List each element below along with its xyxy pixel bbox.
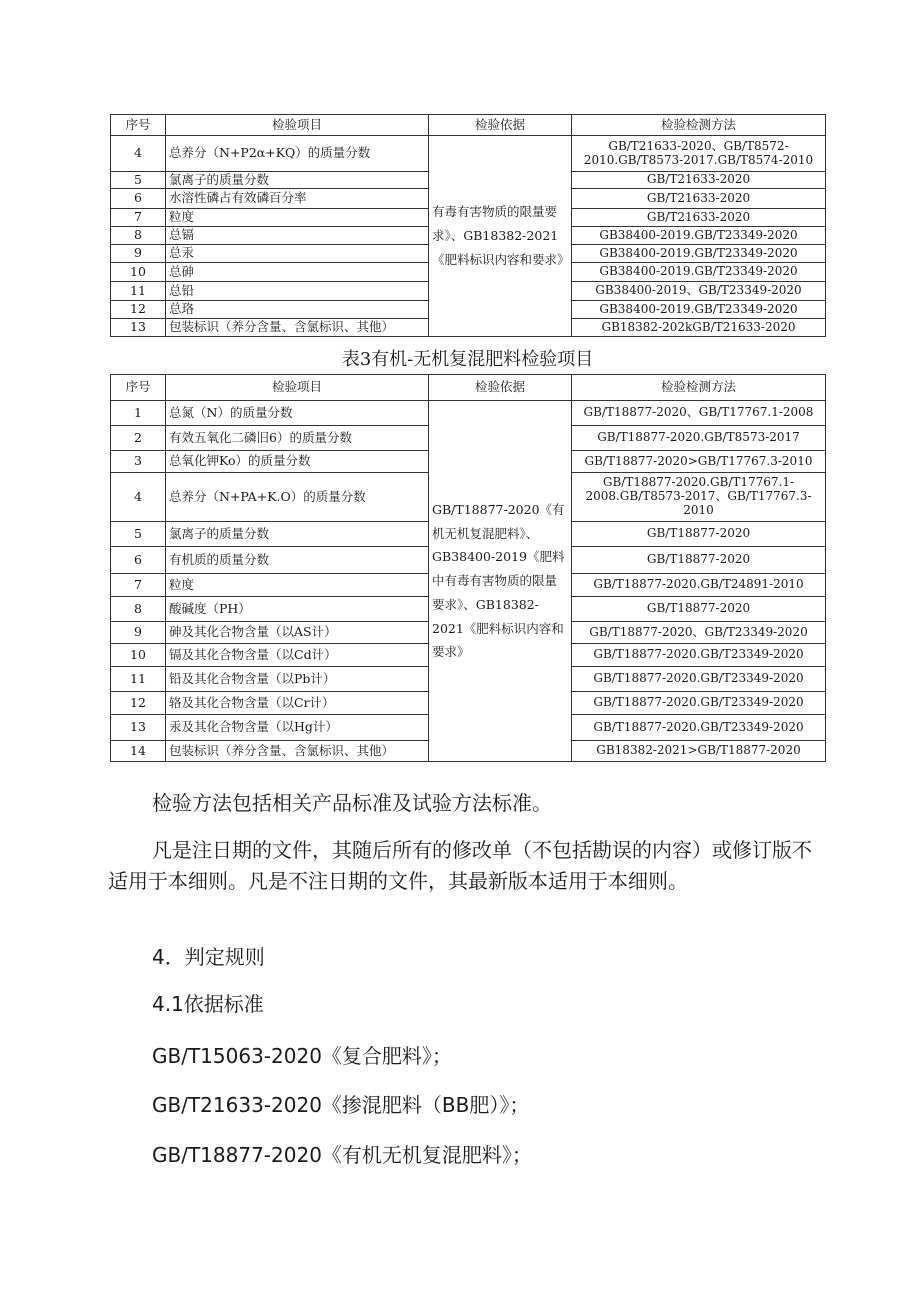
test-method: GB18382-2021>GB/T18877-2020 [572, 741, 826, 762]
test-method: GB/T18877-2020、GB/T23349-2020 [572, 622, 826, 644]
inspection-item: 有效五氧化二磷旧6）的质量分数 [166, 426, 429, 451]
test-method: GB/T18877-2020.GB/T23349-2020 [572, 692, 826, 715]
col-header-method: 检验检测方法 [572, 115, 826, 136]
row-number: 4 [111, 136, 166, 172]
col-header-method: 检验检测方法 [572, 375, 826, 401]
inspection-item: 镉及其化合物含量（以Cd计） [166, 644, 429, 667]
test-method: GB38400-2019.GB/T23349-2020 [572, 263, 826, 282]
standard-reference: GB/T15063-2020《复合肥料》； [152, 1044, 452, 1068]
test-method: GB/T18877-2020.GB/T23349-2020 [572, 667, 826, 692]
test-method: GB/T18877-2020.GB/T8573-2017 [572, 426, 826, 451]
row-number: 9 [111, 622, 166, 644]
standard-reference: GB/T21633-2020《掺混肥料（BB肥）》； [152, 1093, 530, 1117]
inspection-item: 总镉 [166, 227, 429, 245]
row-number: 7 [111, 209, 166, 227]
inspection-item: 酸碱度（PH） [166, 597, 429, 622]
row-number: 9 [111, 245, 166, 263]
inspection-item: 总养分（N+P2α+KQ）的质量分数 [166, 136, 429, 172]
inspection-item: 总砷 [166, 263, 429, 282]
inspection-item: 包装标识（养分含量、含氯标识、其他） [166, 741, 429, 762]
row-number: 4 [111, 473, 166, 522]
inspection-item: 氯离子的质量分数 [166, 172, 429, 189]
row-number: 11 [111, 282, 166, 301]
paragraph-methods: 检验方法包括相关产品标准及试验方法标准。 [152, 791, 552, 815]
row-number: 6 [111, 189, 166, 209]
test-method: GB38400-2019.GB/T23349-2020 [572, 301, 826, 319]
row-number: 13 [111, 319, 166, 337]
test-method: GB/T21633-2020 [572, 189, 826, 209]
inspection-item: 氯离子的质量分数 [166, 522, 429, 547]
inspection-item: 铅及其化合物含量（以Pb计） [166, 667, 429, 692]
paragraph-dated-documents: 凡是注日期的文件，其随后所有的修改单（不包括勘误的内容）或修订版不适用于本细则。凡是不注日期的文件，其最新版本适用于本细则。 [108, 838, 812, 893]
row-number: 5 [111, 172, 166, 189]
section-heading-4-1: 4.1依据标准 [152, 992, 264, 1016]
row-number: 13 [111, 715, 166, 741]
test-method: GB/T18877-2020.GB/T23349-2020 [572, 644, 826, 667]
inspection-item: 粒度 [166, 209, 429, 227]
table-1 [110, 114, 826, 337]
test-method: GB/T18877-2020、GB/T17767.1-2008 [572, 401, 826, 426]
inspection-item: 汞及其化合物含量（以Hg计） [166, 715, 429, 741]
inspection-item: 总铅 [166, 282, 429, 301]
row-number: 11 [111, 667, 166, 692]
test-method: GB/T18877-2020 [572, 547, 826, 574]
row-number: 12 [111, 692, 166, 715]
row-number: 10 [111, 644, 166, 667]
row-number: 14 [111, 741, 166, 762]
col-header-item: 检验项目 [166, 375, 429, 401]
table-row [111, 136, 826, 172]
section-heading-4: 4．判定规则 [152, 945, 265, 969]
test-method: GB/T18877-2020 [572, 597, 826, 622]
test-method: GB18382-202kGB/T21633-2020 [572, 319, 826, 337]
col-header-no: 序号 [111, 115, 166, 136]
table-2 [110, 374, 826, 762]
inspection-item: 砷及其化合物含量（以AS计） [166, 622, 429, 644]
row-number: 6 [111, 547, 166, 574]
inspection-item: 总汞 [166, 245, 429, 263]
inspection-item: 总氮（N）的质量分数 [166, 401, 429, 426]
inspection-item: 辂及其化合物含量（以Cr计） [166, 692, 429, 715]
table-caption: 表3有机-无机复混肥料检验项目 [341, 349, 594, 370]
col-header-item: 检验项目 [166, 115, 429, 136]
row-number: 8 [111, 597, 166, 622]
row-number: 3 [111, 451, 166, 473]
standard-reference: GB/T18877-2020《有机无机复混肥料》； [152, 1143, 532, 1167]
row-number: 1 [111, 401, 166, 426]
test-method: GB/T18877-2020>GB/T17767.3-2010 [572, 451, 826, 473]
test-method: GB38400-2019.GB/T23349-2020 [572, 227, 826, 245]
row-number: 10 [111, 263, 166, 282]
test-method: GB38400-2019、GB/T23349-2020 [572, 282, 826, 301]
inspection-item: 总养分（N+PA+K.O）的质量分数 [166, 473, 429, 522]
inspection-item: 粒度 [166, 574, 429, 597]
test-method: GB38400-2019.GB/T23349-2020 [572, 245, 826, 263]
inspection-basis: GB/T18877-2020《有机无机复混肥料》、GB38400-2019《肥料中有毒有害物质的限量要求》、GB18382-2021《肥料标识内容和要求》 [429, 401, 572, 762]
col-header-no: 序号 [111, 375, 166, 401]
test-method: GB/T21633-2020、GB/T8572-2010.GB/T8573-2017.GB/T8574-2010 [572, 136, 826, 172]
row-number: 12 [111, 301, 166, 319]
test-method: GB/T18877-2020.GB/T17767.1-2008.GB/T8573-2017、GB/T17767.3-2010 [572, 473, 826, 522]
col-header-basis: 检验依据 [429, 375, 572, 401]
inspection-item: 总氧化钾Ko）的质量分数 [166, 451, 429, 473]
test-method: GB/T18877-2020.GB/T23349-2020 [572, 715, 826, 741]
test-method: GB/T21633-2020 [572, 209, 826, 227]
row-number: 8 [111, 227, 166, 245]
col-header-basis: 检验依据 [429, 115, 572, 136]
test-method: GB/T21633-2020 [572, 172, 826, 189]
inspection-item: 有机质的质量分数 [166, 547, 429, 574]
test-method: GB/T18877-2020.GB/T24891-2010 [572, 574, 826, 597]
row-number: 2 [111, 426, 166, 451]
inspection-item: 包装标识（养分含量、含氯标识、其他） [166, 319, 429, 337]
test-method: GB/T18877-2020 [572, 522, 826, 547]
row-number: 5 [111, 522, 166, 547]
inspection-item: 总珞 [166, 301, 429, 319]
row-number: 7 [111, 574, 166, 597]
inspection-item: 水溶性磷占有效磷百分率 [166, 189, 429, 209]
table-row [111, 401, 826, 426]
inspection-basis: 有毒有害物质的限量要求》、GB18382-2021《肥料标识内容和要求》 [429, 136, 572, 337]
